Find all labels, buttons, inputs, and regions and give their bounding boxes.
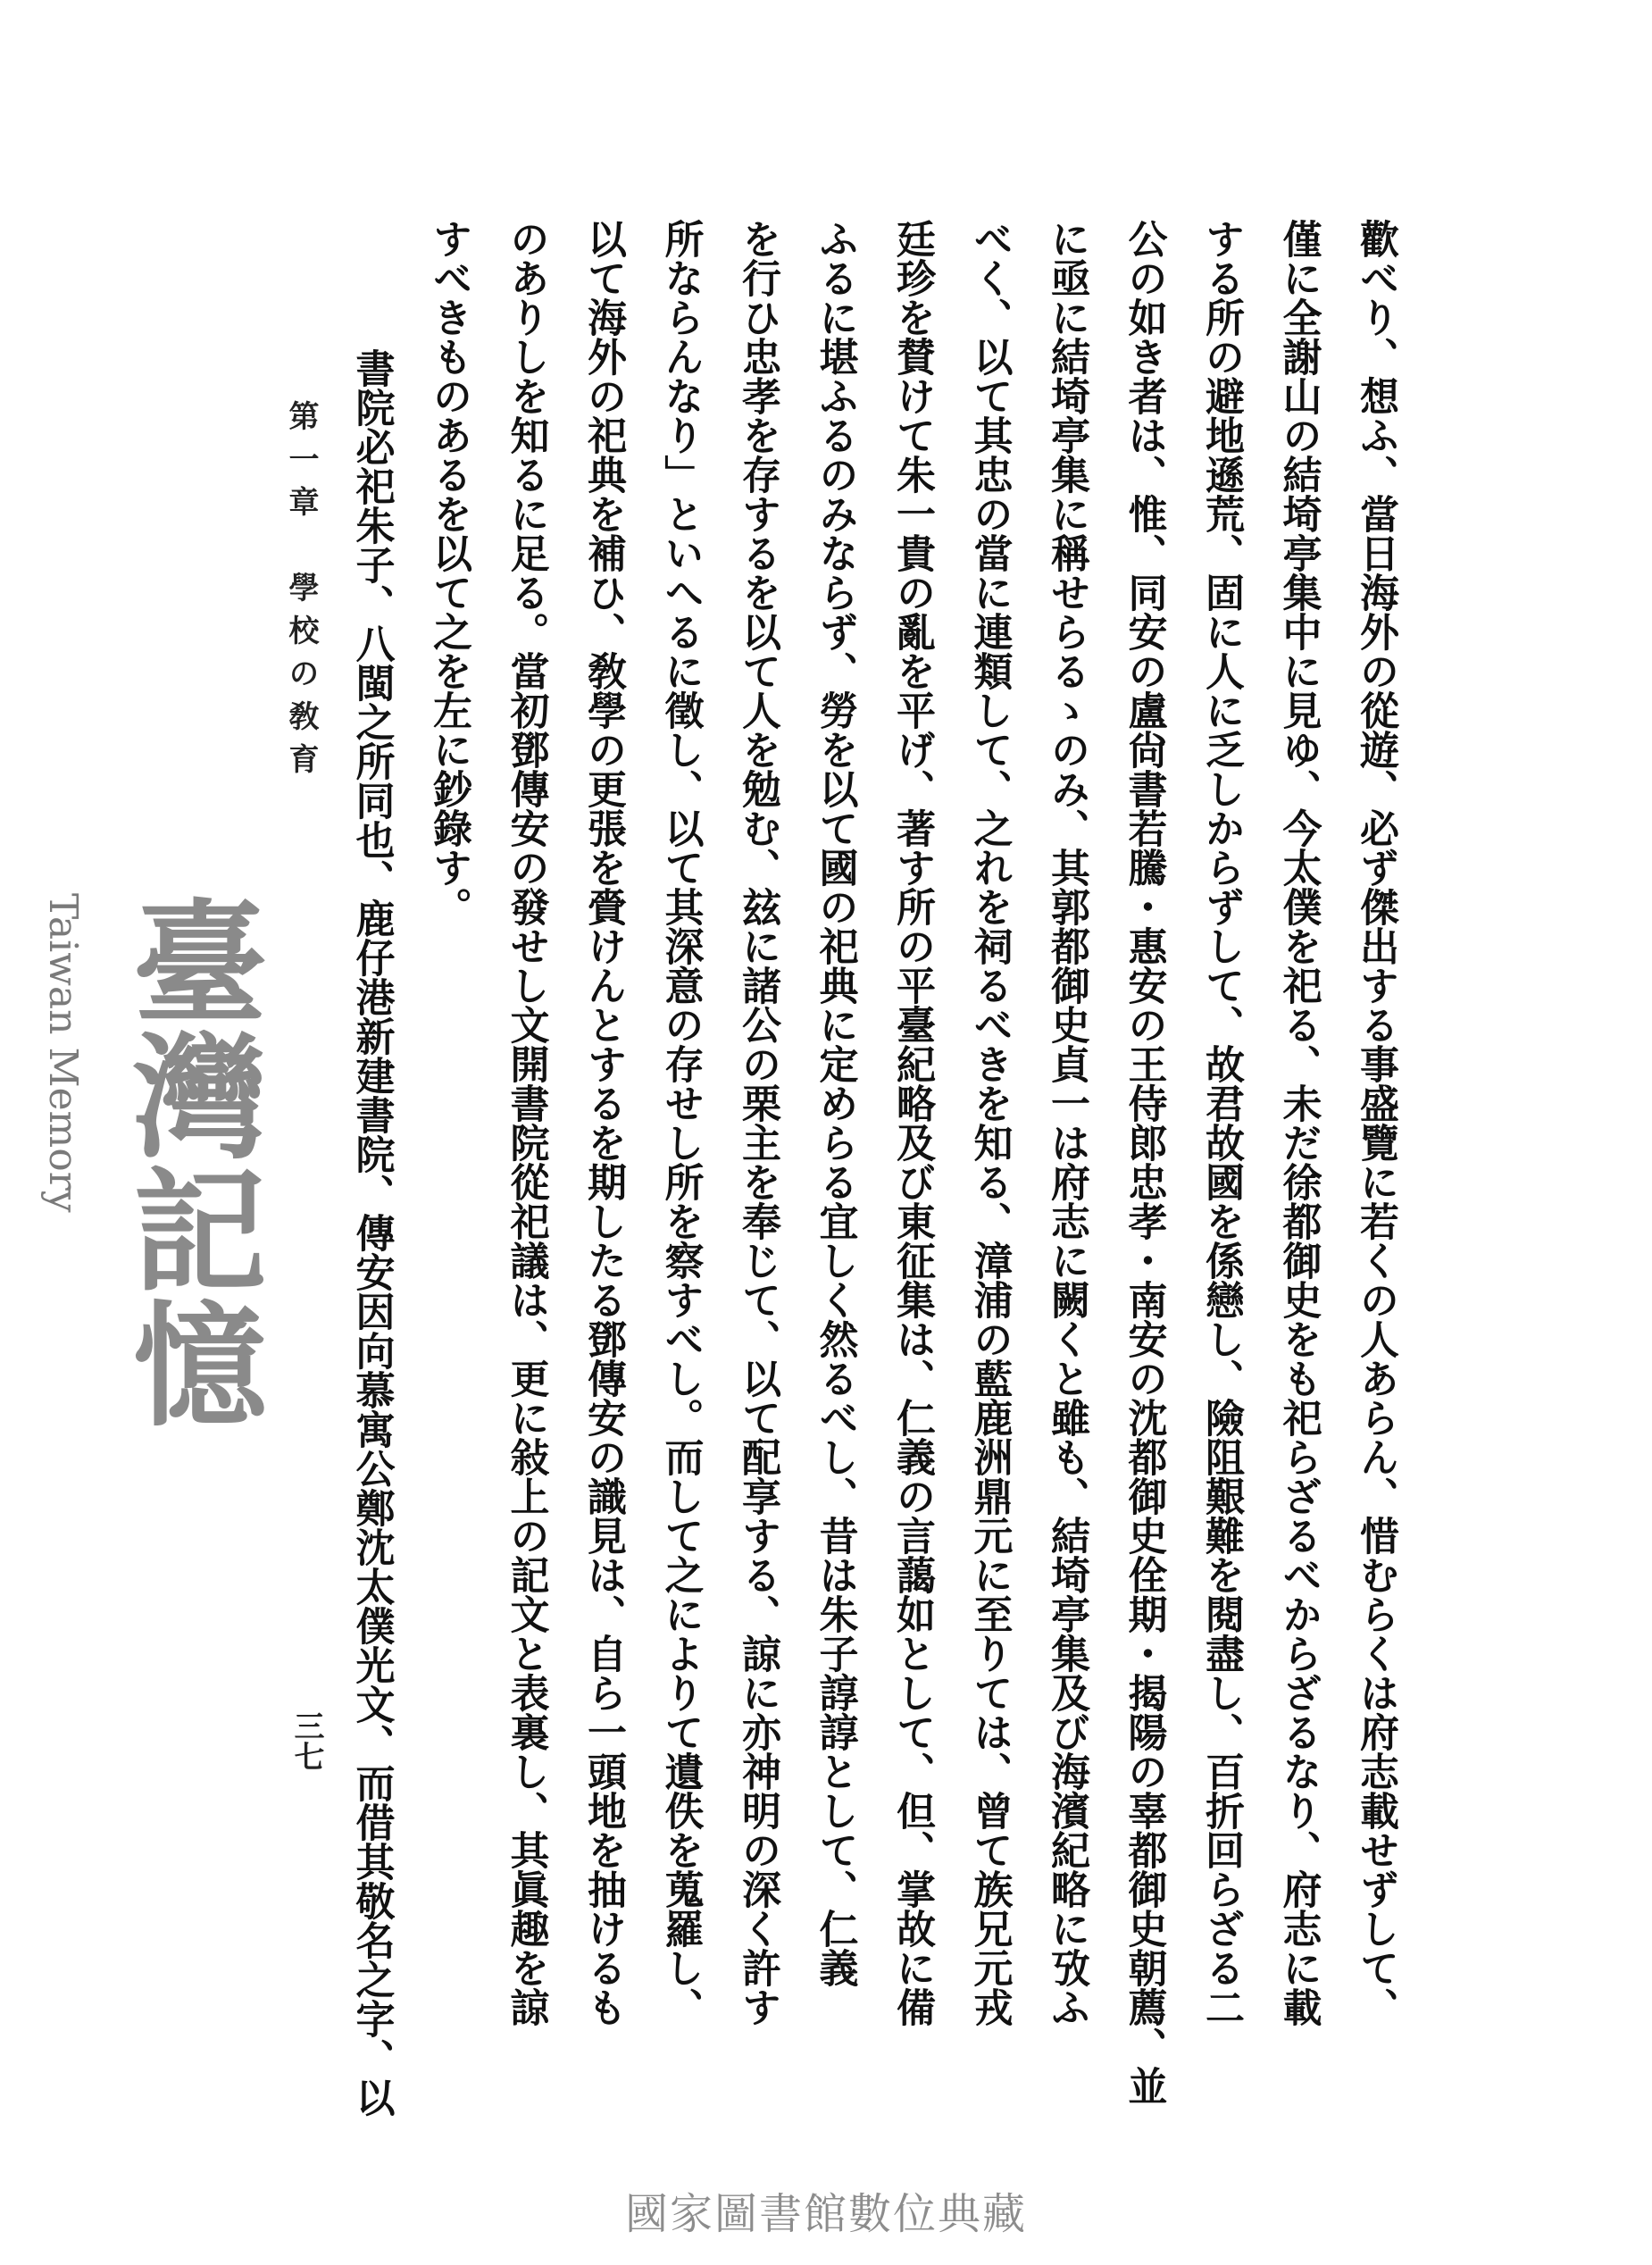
taiwan-memory-watermark	[36, 893, 265, 1518]
text-column-10: 所ならんなり」といへるに徵し、以て其深意の存せし所を察すべし。而して之によりて遺佚を蒐羅し、	[657, 219, 704, 2027]
library-footer: 國家圖書館數位典藏	[624, 2189, 1027, 2239]
watermark-subtitle: Taiwan Memory	[40, 893, 86, 1213]
text-column-5: に亟に結埼亭集に稱せらるゝのみ、其郭都御史貞一は府志に闕くと雖も、結埼亭集及び海濱紀略に攷ふ	[1044, 219, 1089, 2027]
text-column-1: 歡べり、想ふ、當日海外の從遊、必ず傑出する事盛覽に若くの人あらん、惜むらくは府志載せずして、	[1353, 219, 1398, 2027]
text-column-12: のありしを知るに足る。當初鄧傳安の發せし文開書院從祀議は、更に敍上の記文と表裏し、其眞趣を諒	[503, 219, 549, 2027]
text-column-4: 公の如き者は、惟、同安の盧尙書若騰・惠安の王侍郎忠孝・南安の沈都御史佺期・揭陽の辜都御史朝薦、並	[1121, 219, 1167, 2105]
text-column-3: する所の避地遜荒、固に人に乏しからずして、故君故國を係戀し、險阻艱難を閱盡し、百折回らざる二	[1198, 219, 1244, 2027]
quoted-text-column: 書院必祀朱子、八閩之所同也、鹿仔港新建書院、傳安因向慕寓公鄭沈太僕光文、而借其敬名之字、以	[348, 348, 395, 2117]
text-column-9: を行ひ忠孝を存するを以て人を勉む、玆に諸公の栗主を奉じて、以て配享する、諒に亦神明の深く許す	[735, 219, 780, 2027]
text-column-8: ふるに堪ふるのみならず、勞を以て國の祀典に定めらる宜しく然るべし、昔は朱子諄諄として、仁義	[812, 219, 858, 1987]
text-column-7: 廷珍を賛けて朱一貴の亂を平げ、著す所の平臺紀略及び東征集は、仁義の言藹如として、但、掌故に備	[889, 219, 935, 2027]
page-number: 三七	[288, 1710, 324, 1771]
text-column-2: 僅に全謝山の結埼亭集中に見ゆ、今太僕を祀る、未だ徐都御史をも祀らざるべからざるなり、府志に載	[1275, 219, 1322, 2027]
text-column-13: すべきものあるを以て之を左に鈔錄す。	[426, 219, 471, 926]
watermark-logo-text: 臺灣記憶	[110, 893, 265, 1429]
running-head: 第一章 學校の敎育	[283, 400, 319, 786]
text-column-11: 以て海外の祀典を補ひ、敎學の更張を賫けんとするを期したる鄧傳安の識見は、自ら一頭地を抽けるも	[580, 219, 626, 2027]
body-text	[332, 219, 1414, 2117]
text-column-6: べく、以て其忠の當に連類して、之れを祠るべきを知る、漳浦の藍鹿洲鼎元に至りては、曾て族兄元戎	[966, 219, 1013, 2027]
